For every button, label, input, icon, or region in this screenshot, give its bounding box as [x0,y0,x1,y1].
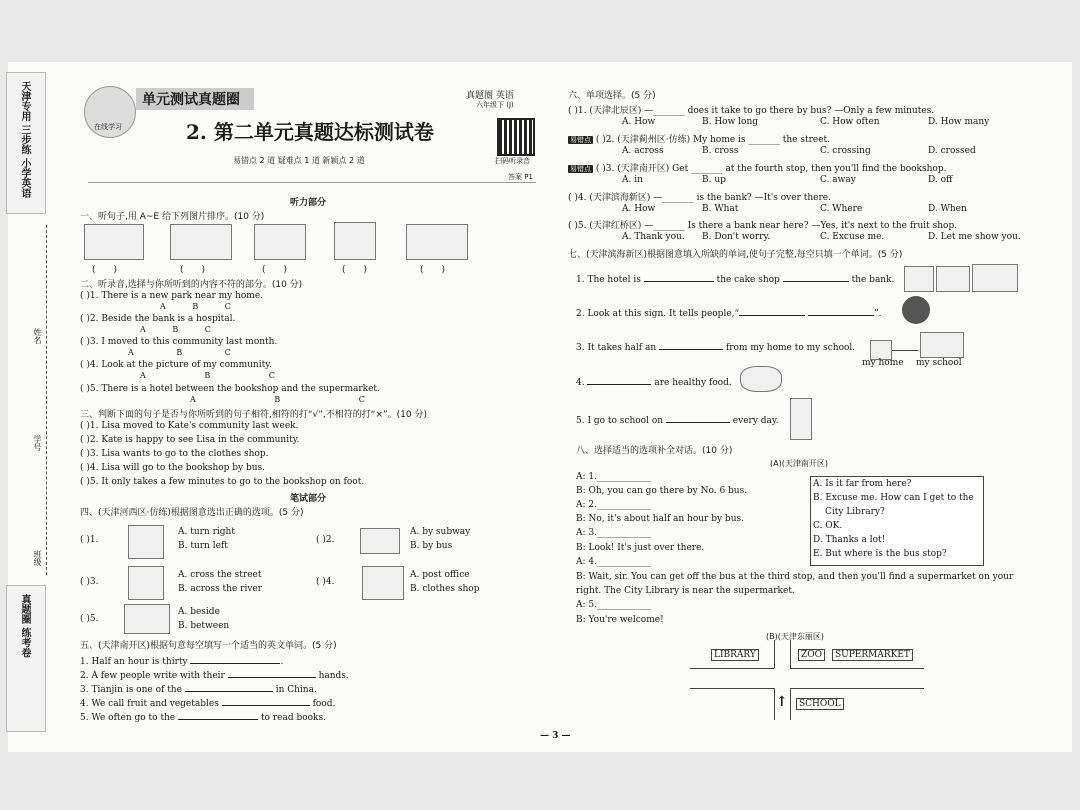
s5-2-blank[interactable] [228,667,316,678]
s2-abc-2: A B C [140,325,211,334]
option-c: C. OK. [813,521,843,531]
s6-q1-c: C. How often [820,117,880,127]
map-library: LIBRARY [711,649,759,661]
s3-item-2: ( )2. Kate is happy to see Lisa in the community. [80,435,300,445]
my-school-label: my school [916,358,962,368]
s5-1-blank[interactable] [190,653,280,664]
option-d: D. Thanks a lot! [813,535,886,545]
s7-2-c: ”. [874,309,882,319]
s1-paren-3[interactable]: ( ) [262,265,288,275]
s3-item-3: ( )3. Lisa wants to go to the clothes shop. [80,449,269,459]
s5-item-5 [80,709,326,723]
s5-item-4 [80,695,335,709]
picture-cinema [406,224,468,260]
qr-code-icon[interactable] [497,118,535,156]
s6-q2-a: A. across [622,146,664,156]
s6-q2-tag: 易错点 [570,136,591,144]
side-series-box [6,585,46,732]
s6-q3-d: D. off [928,175,953,185]
dialog-line-11: B: You're welcome! [576,615,664,625]
s7-4-blank[interactable] [587,374,651,385]
s4-4b: B. clothes shop [410,584,480,594]
dialog-line-7: A: 4.____________ [576,557,651,567]
s1-paren-1[interactable]: ( ) [92,265,118,275]
map-road-4 [790,688,924,689]
s4-num-2: ( )2. [316,535,335,545]
s7-2-a: 2. Look at this sign. It tells people,“ [576,309,740,319]
s5-4-blank[interactable] [222,695,310,706]
s5-title: 五、(天津南开区)根据句意每空填写一个适当的英文单词。(5 分) [80,641,337,651]
dialog-line-4: B: No, it's about half an hour by bus. [576,514,744,524]
s5-item-2 [80,667,349,681]
s2-item-1: ( )1. There is a new park near my home. [80,291,264,301]
s2-abc-4: A B C [140,371,275,380]
map-road-6 [790,640,791,668]
s3-title: 三、判断下面的句子是否与你所听到的句子相符,相符的打“√”,不相符的打“×”。(10 分) [80,410,427,420]
s6-q1-d: D. How many [928,117,990,127]
s1-paren-5[interactable]: ( ) [420,265,446,275]
s2-item-5: ( )5. There is a hotel between the bookshop and the supermarket. [80,384,380,394]
option-b: B. Excuse me. How can I get to the [813,493,974,503]
qr-caption: 扫码听录音 [495,157,530,165]
s4-num-3: ( )3. [80,577,99,587]
s4-num-5: ( )5. [80,614,99,624]
written-title: 笔试部分 [290,494,327,504]
crosswalk-icon [128,566,164,600]
s2-item-3: ( )3. I moved to this community last month. [80,337,278,347]
s7-item-3 [576,339,855,353]
s2-abc-5: A B C [190,395,365,404]
s7-item-5 [576,412,779,426]
s6-q3-b: B. up [702,175,726,185]
cut-line [46,225,47,575]
s7-4-b: are healthy food. [654,378,732,388]
s4-4a: A. post office [410,570,470,580]
s5-3-text: 3. Tianjin is one of the [80,685,182,695]
s6-q1: ( )1. (天津北辰区) —_______ does it take to go there by bus? —Only a few minutes. [568,106,935,116]
map-supermarket: SUPERMARKET [832,649,913,661]
s6-q5-d: D. Let me show you. [928,232,1021,242]
s3-item-4: ( )4. Lisa will go to the bookshop by bus. [80,463,266,473]
s7-item-4 [576,374,732,388]
s6-q2-b: B. cross [702,146,739,156]
side-series-text: 真题圈 练考卷 [19,594,30,658]
s7-3-a: 3. It takes half an [576,343,657,353]
s1-paren-2[interactable]: ( ) [180,265,206,275]
s6-q2-c: C. crossing [820,146,871,156]
option-b-cont: City Library? [825,507,885,517]
s7-1-a: 1. The hotel is [576,275,641,285]
s5-3-end: in China. [275,685,317,695]
side-brand-box [6,72,46,214]
option-a: A. Is it far from here? [813,479,912,489]
s2-item-4: ( )4. Look at the picture of my community. [80,360,272,370]
s2-abc-1: A B C [160,302,231,311]
s8-sub-b: (B)(天津东丽区) [766,632,824,641]
s5-item-1 [80,653,283,667]
s4-2b: B. by bus [410,541,453,551]
hotel-icon [936,266,970,292]
s7-4-a: 4. [576,378,585,388]
s6-q3-text: ( )3. (天津南开区) Get _______ at the fourth stop, then you'll find the bookshop. [595,164,947,174]
dialog-line-8: B: Wait, sir. You can get off the bus at the third stop, and then you'll find a supermarket on your [576,572,1014,582]
dialog-line-10: A: 5.____________ [576,600,651,610]
s5-5-blank[interactable] [178,709,258,720]
s7-item-2 [576,305,881,319]
s6-q5-c: C. Excuse me. [820,232,885,242]
turn-around-sign-icon [902,296,930,324]
shop-building-icon [362,566,404,600]
s7-title: 七、(天津滨海新区)根据图意填入所缺的单词,使句子完整,每空只填一个单词。(5 分) [568,250,903,260]
s7-1-b: the cake shop [716,275,780,285]
bus-icon [360,528,400,554]
map-road-5 [774,640,775,668]
picture-person-reading [334,222,376,260]
home-icon [870,340,892,360]
bank-icon [904,266,934,292]
map-road-2 [690,688,774,689]
map-road-7 [774,688,775,720]
page-number: — 3 — [540,731,571,741]
s4-5b: B. between [178,621,230,631]
s6-q5-b: B. Don't worry. [702,232,771,242]
cake-shop-icon [972,264,1018,292]
s6-q4-b: B. What [702,204,739,214]
picture-hotel [170,224,232,260]
s5-5-end: to read books. [260,713,326,723]
walking-boy-icon [790,398,812,440]
stats-line: 易错点 2 道 疑难点 1 道 新颖点 2 道 [233,156,365,165]
s4-3a: A. cross the street [178,570,262,580]
turn-left-sign-icon [128,525,164,559]
s6-q3-tag: 易错点 [570,165,591,173]
s1-paren-4[interactable]: ( ) [342,265,368,275]
map-road-8 [790,688,791,720]
s2-title: 二、听录音,选择与你所听到的内容不符的部分。(10 分) [80,280,303,290]
s7-3-b: from my home to my school. [725,343,856,353]
s2-item-2: ( )2. Beside the bank is a hospital. [80,314,236,324]
dialog-line-2: B: Oh, you can go there by No. 6 bus. [576,486,748,496]
s6-title: 六、单项选择。(5 分) [568,91,656,101]
exam-title: 2. 第二单元真题达标测试卷 [186,120,434,144]
grade-label: 六年级下 (J) [476,101,514,109]
s3-item-5: ( )5. It only takes a few minutes to go to the bookshop on foot. [80,477,365,487]
mascot-caption: 在线学习 [94,123,122,131]
s6-q4: ( )4. (天津滨海新区) —_______ is the bank? —It's over there. [568,193,831,203]
s6-q2-text: ( )2. (天津蓟州区·仿练) My home is _______ the street. [595,135,831,145]
school-icon [920,332,964,358]
s7-5-blank[interactable] [666,412,730,423]
s7-1-blank1[interactable] [644,271,714,282]
s5-2-text: 2. A few people write with their [80,671,225,681]
picture-shop [254,224,306,260]
s4-num-1: ( )1. [80,535,99,545]
s4-3b: B. across the river [178,584,263,594]
s6-q3 [568,161,946,174]
s6-q4-a: A. How [622,204,656,214]
s5-1-text: 1. Half an hour is thirty [80,657,188,667]
s4-1b: B. turn left [178,541,228,551]
s7-3-blank[interactable] [659,339,723,350]
s3-item-1: ( )1. Lisa moved to Kate's community last week. [80,421,299,431]
map-up-arrow-icon: ↑ [776,694,788,710]
s8-sub-a: (A)(天津南开区) [770,459,828,468]
s7-2-blank2[interactable] [808,305,874,316]
s7-5-a: 5. I go to school on [576,416,664,426]
picture-buildings [84,224,144,260]
s5-3-blank[interactable] [185,681,273,692]
vegetables-icon [740,366,782,392]
s6-q5: ( )5. (天津红桥区) —_______ Is there a bank near here? —Yes, it's next to the fruit shop. [568,221,958,231]
map-road-1 [690,668,774,669]
s4-2a: A. by subway [410,527,471,537]
s5-1-end: . [280,657,284,667]
s6-q3-c: C. away [820,175,856,185]
s6-q1-a: A. How [622,117,656,127]
s1-title: 一、听句子,用 A~E 给下列图片排序。(10 分) [80,212,265,222]
header-rule [88,182,536,183]
top-right-label: 真题圈 英语 [466,91,514,101]
side-brand-text: 天津专用 三步练 小学英语 [19,81,30,198]
map-zoo: ZOO [798,649,825,661]
s5-4-text: 4. We call fruit and vegetables [80,699,219,709]
banner-title: 单元测试真题圈 [136,88,254,110]
dialog-line-5: A: 3.____________ [576,528,651,538]
s4-title: 四、(天津河西区·仿练)根据图意选出正确的选项。(5 分) [80,508,304,518]
s6-q1-b: B. How long [702,117,759,127]
field-number: 学号 [33,435,42,451]
s6-q4-c: C. Where [820,204,863,214]
s7-1-c: the bank. [851,275,895,285]
buildings-row-icon [124,604,170,634]
s5-4-end: food. [312,699,336,709]
home-school-line [892,350,918,351]
dialog-line-9: right. The City Library is near the supermarket. [576,586,795,596]
field-name: 姓名 [33,328,42,344]
dialog-line-1: A: 1.____________ [576,472,651,482]
s6-q3-a: A. in [622,175,643,185]
dialog-line-3: A: 2.____________ [576,500,651,510]
s7-1-blank2[interactable] [783,271,849,282]
options-box [810,476,984,566]
s7-2-blank1[interactable] [739,305,805,316]
s5-item-3 [80,681,317,695]
map-school: SCHOOL [796,698,844,710]
s6-q2 [568,132,830,145]
s2-abc-3: A B C [128,348,231,357]
dialog-line-6: B: Look! It's just over there. [576,543,705,553]
map-road-3 [790,668,924,669]
s5-2-end: hands. [318,671,349,681]
s6-q2-d: D. crossed [928,146,976,156]
s4-5a: A. beside [178,607,220,617]
s8-title: 八、选择适当的选项补全对话。(10 分) [576,446,733,456]
s7-item-1 [576,271,894,285]
s6-q5-a: A. Thank you. [622,232,685,242]
my-home-label: my home [862,358,904,368]
option-e: E. But where is the bus stop? [813,549,947,559]
listening-title: 听力部分 [290,198,327,208]
s7-5-b: every day. [732,416,779,426]
s5-5-text: 5. We often go to the [80,713,176,723]
answer-ref: 答案 P1 [508,173,533,181]
s4-num-4: ( )4. [316,577,335,587]
field-class: 班级 [33,550,42,566]
s4-1a: A. turn right [178,527,235,537]
s6-q4-d: D. When [928,204,967,214]
